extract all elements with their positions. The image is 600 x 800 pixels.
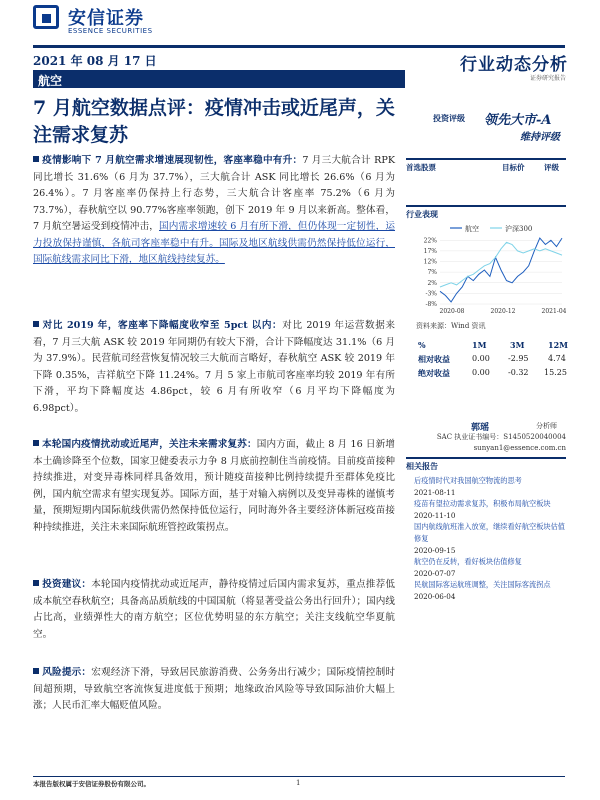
rating-maintain: 维持评级 [520,132,560,143]
paragraph-risk [33,665,395,715]
related-report-link[interactable]: 民航国际客运航班调整，关注国际客流拐点 [414,580,551,590]
column-header: 首选股票 [406,163,436,172]
column-header: 12M [548,340,568,350]
column-header: % [418,340,426,350]
chart-source: 资料来源：Wind 资讯 [416,322,486,330]
paragraph-outlook [33,437,395,536]
bullet-square-icon [33,580,39,586]
table-row [410,368,566,382]
rating-value: 领先大市-A [484,113,552,128]
x-tick-label: 2020-12 [490,308,516,315]
column-header: 目标价 [502,163,525,172]
paragraph-demand [33,153,395,269]
related-report-link[interactable]: 后疫情时代对我国航空物流的思考 [414,476,522,485]
stock-table-header [406,158,566,174]
related-title: 相关报告 [406,457,566,472]
bullet-square-icon [33,321,39,327]
logo-name: 安信证券 [68,8,144,29]
paragraph-lead: 疫情影响下 7 月航空需求增速展现韧性，客座率稳中有升： [42,155,303,166]
bullet-square-icon [33,440,39,446]
x-tick-label: 2020-08 [439,308,465,315]
legend-label-index: 沪深300 [505,225,533,233]
report-type: 行业动态分析 [460,55,568,75]
table-cell: -2.95 [508,354,529,363]
table-cell: 4.74 [548,354,566,363]
related-report-link[interactable]: 疫苗有望拉动需求复苏，积极布局航空板块 [414,499,551,509]
table-cell: 15.25 [544,368,567,377]
paragraph-lead: 风险提示： [42,667,92,678]
perf-header-row [410,340,566,354]
analyst-name: 郭瑶 [471,423,490,433]
related-report-date: 2020-07-07 [414,568,456,578]
y-tick-label: 22% [423,237,437,245]
paragraph-text: 国内方面，截止 8 月 16 日新增本土确诊降至个位数，国家卫健委表示力争 8 月底前控制住当前疫情。目前疫苗接种持续推进，对变异毒株同样具备效用，预计随疫苗接种比例持续提升至群体免疫比例，国内航空需求有望实现复苏。国际方面，基于对输入病例以及变异毒株的谨慎考量，预期短期内国际航线供需仍然保持低位运行，同时海外各主要经济体新冠疫苗接种持续推进，关注未来国际航班管控政策拐点。 [33,439,396,533]
logo-icon [33,5,59,29]
footer-text: 本报告版权属于安信证券股份有限公司。 [33,780,150,788]
table-cell: 0.00 [472,354,490,363]
related-list [414,475,566,603]
row-label: 相对收益 [418,354,450,364]
paragraph-text: 对比 2019 年运营数据来看，7 月三大航 ASK 较 2019 年同期仍有较大下滑，合计下降幅度达 31.1%（6 月为 37.9%）。民营航司经营恢复情况较三大航而言略好，春秋航空 ASK 较 2019 年下降 0.35%，吉祥航空下降 11.24%。7 月 5 家上市航司客座率均较 2019 年有所下滑，平均下降幅度达 4.86pct，较 6 月有所收窄（6 月平均下降幅度为 6.98pct）。 [33,320,396,414]
y-tick-label: 7% [427,269,437,277]
related-report-link[interactable]: 国内航线航班准入放宽，继续看好航空板块估值修复 [414,522,565,543]
column-header: 3M [510,340,525,350]
perf-table [410,340,566,382]
sector-label: 航空 [38,74,63,88]
footer-divider [33,776,565,777]
bullet-square-icon [33,668,39,674]
paragraph-text: 宏观经济下滑，导致居民旅游消费、公务务出行减少；国际疫情控制时间超预期，导致航空客流恢复进度低于预期；地缘政治风险等导致国际油价大幅上涨；人民币汇率大幅贬值风险。 [33,667,396,711]
paragraph-lead: 投资建议： [42,579,92,590]
legend-label-sector: 航空 [465,225,479,233]
logo-english: ESSENCE SECURITIES [68,27,153,35]
market-perf-chart [410,222,566,318]
related-report-date: 2020-11-10 [414,510,456,520]
y-tick-label: -3% [425,290,437,298]
market-perf-title: 行业表现 [406,205,566,220]
paragraph-highlight: 国内需求增速较 6 月有所下滑，但仍体现一定韧性，运力投放保持谨慎，各航司客座率稳中有升。国际及地区航线供需仍然保持低位运行，国际航线需求同比下滑，地区航线持续复苏。 [33,221,396,265]
table-cell: 0.00 [472,368,490,377]
related-report-link[interactable]: 航空仍在反转，看好板块估值修复 [414,557,522,567]
page-title: 7 月航空数据点评：疫情冲击或近尾声，关注需求复苏 [33,97,395,146]
y-tick-label: 2% [427,279,437,287]
y-tick-label: -8% [425,301,437,308]
related-report-date: 2020-06-04 [414,591,456,601]
paragraph-text: 7 月三大航合计 RPK 同比增长 31.6%（6 月为 37.7%），三大航合计 ASK 同比增长 26.6%（6 月为 26.4%）。7 月客座率仍保持上行态势，三大航合计客座率 75.2%（6 月为 73.7%），春秋航空以 90.77%客座率领跑，创下 2019 年 9 月以来新高。整体看，7 月航空暑运受到疫情冲击， [33,155,395,232]
header-divider [33,45,565,48]
paragraph-vs-2019 [33,318,395,417]
analyst-cert: SAC 执业证书编号：S1450520040004 [436,433,566,441]
y-tick-label: 17% [423,247,437,255]
row-label: 绝对收益 [418,368,450,378]
report-date: 2021 年 08 月 17 日 [33,54,157,68]
column-header: 1M [472,340,487,350]
page-number: 1 [296,779,301,787]
series-line-index [440,242,562,287]
related-report-date: 2020-09-15 [414,545,456,555]
paragraph-lead: 对比 2019 年，客座率下降幅度收窄至 5pct 以内： [42,320,283,331]
analyst-contact [418,432,566,454]
x-tick-label: 2021-04 [541,308,566,315]
sector-bar [33,70,405,88]
analyst-email: sunyan1@essence.com.cn [473,444,566,452]
analyst-role: 分析师 [536,422,557,430]
table-row [410,354,566,368]
paragraph-lead: 本轮国内疫情扰动或近尾声，关注未来需求复苏： [42,439,257,450]
paragraph-text: 本轮国内疫情扰动或近尾声，静待疫情过后国内需求复苏，重点推荐低成本航空春秋航空；具备高品质航线的中国国航（将显著受益公务出行回升）；国内线占比高，业绩弹性大的南方航空；区位优势明显的东方航空；关注支线航空华夏航空。 [33,579,396,640]
y-tick-label: 12% [423,258,437,266]
related-report-date: 2021-08-11 [414,487,456,497]
report-type-sub: 证券研究报告 [530,75,567,82]
series-line-sector [440,238,562,302]
rating-label: 投资评级 [433,113,465,123]
bullet-square-icon [33,156,39,162]
column-header: 评级 [544,163,559,172]
paragraph-investment [33,577,395,643]
table-cell: -0.32 [508,368,529,377]
